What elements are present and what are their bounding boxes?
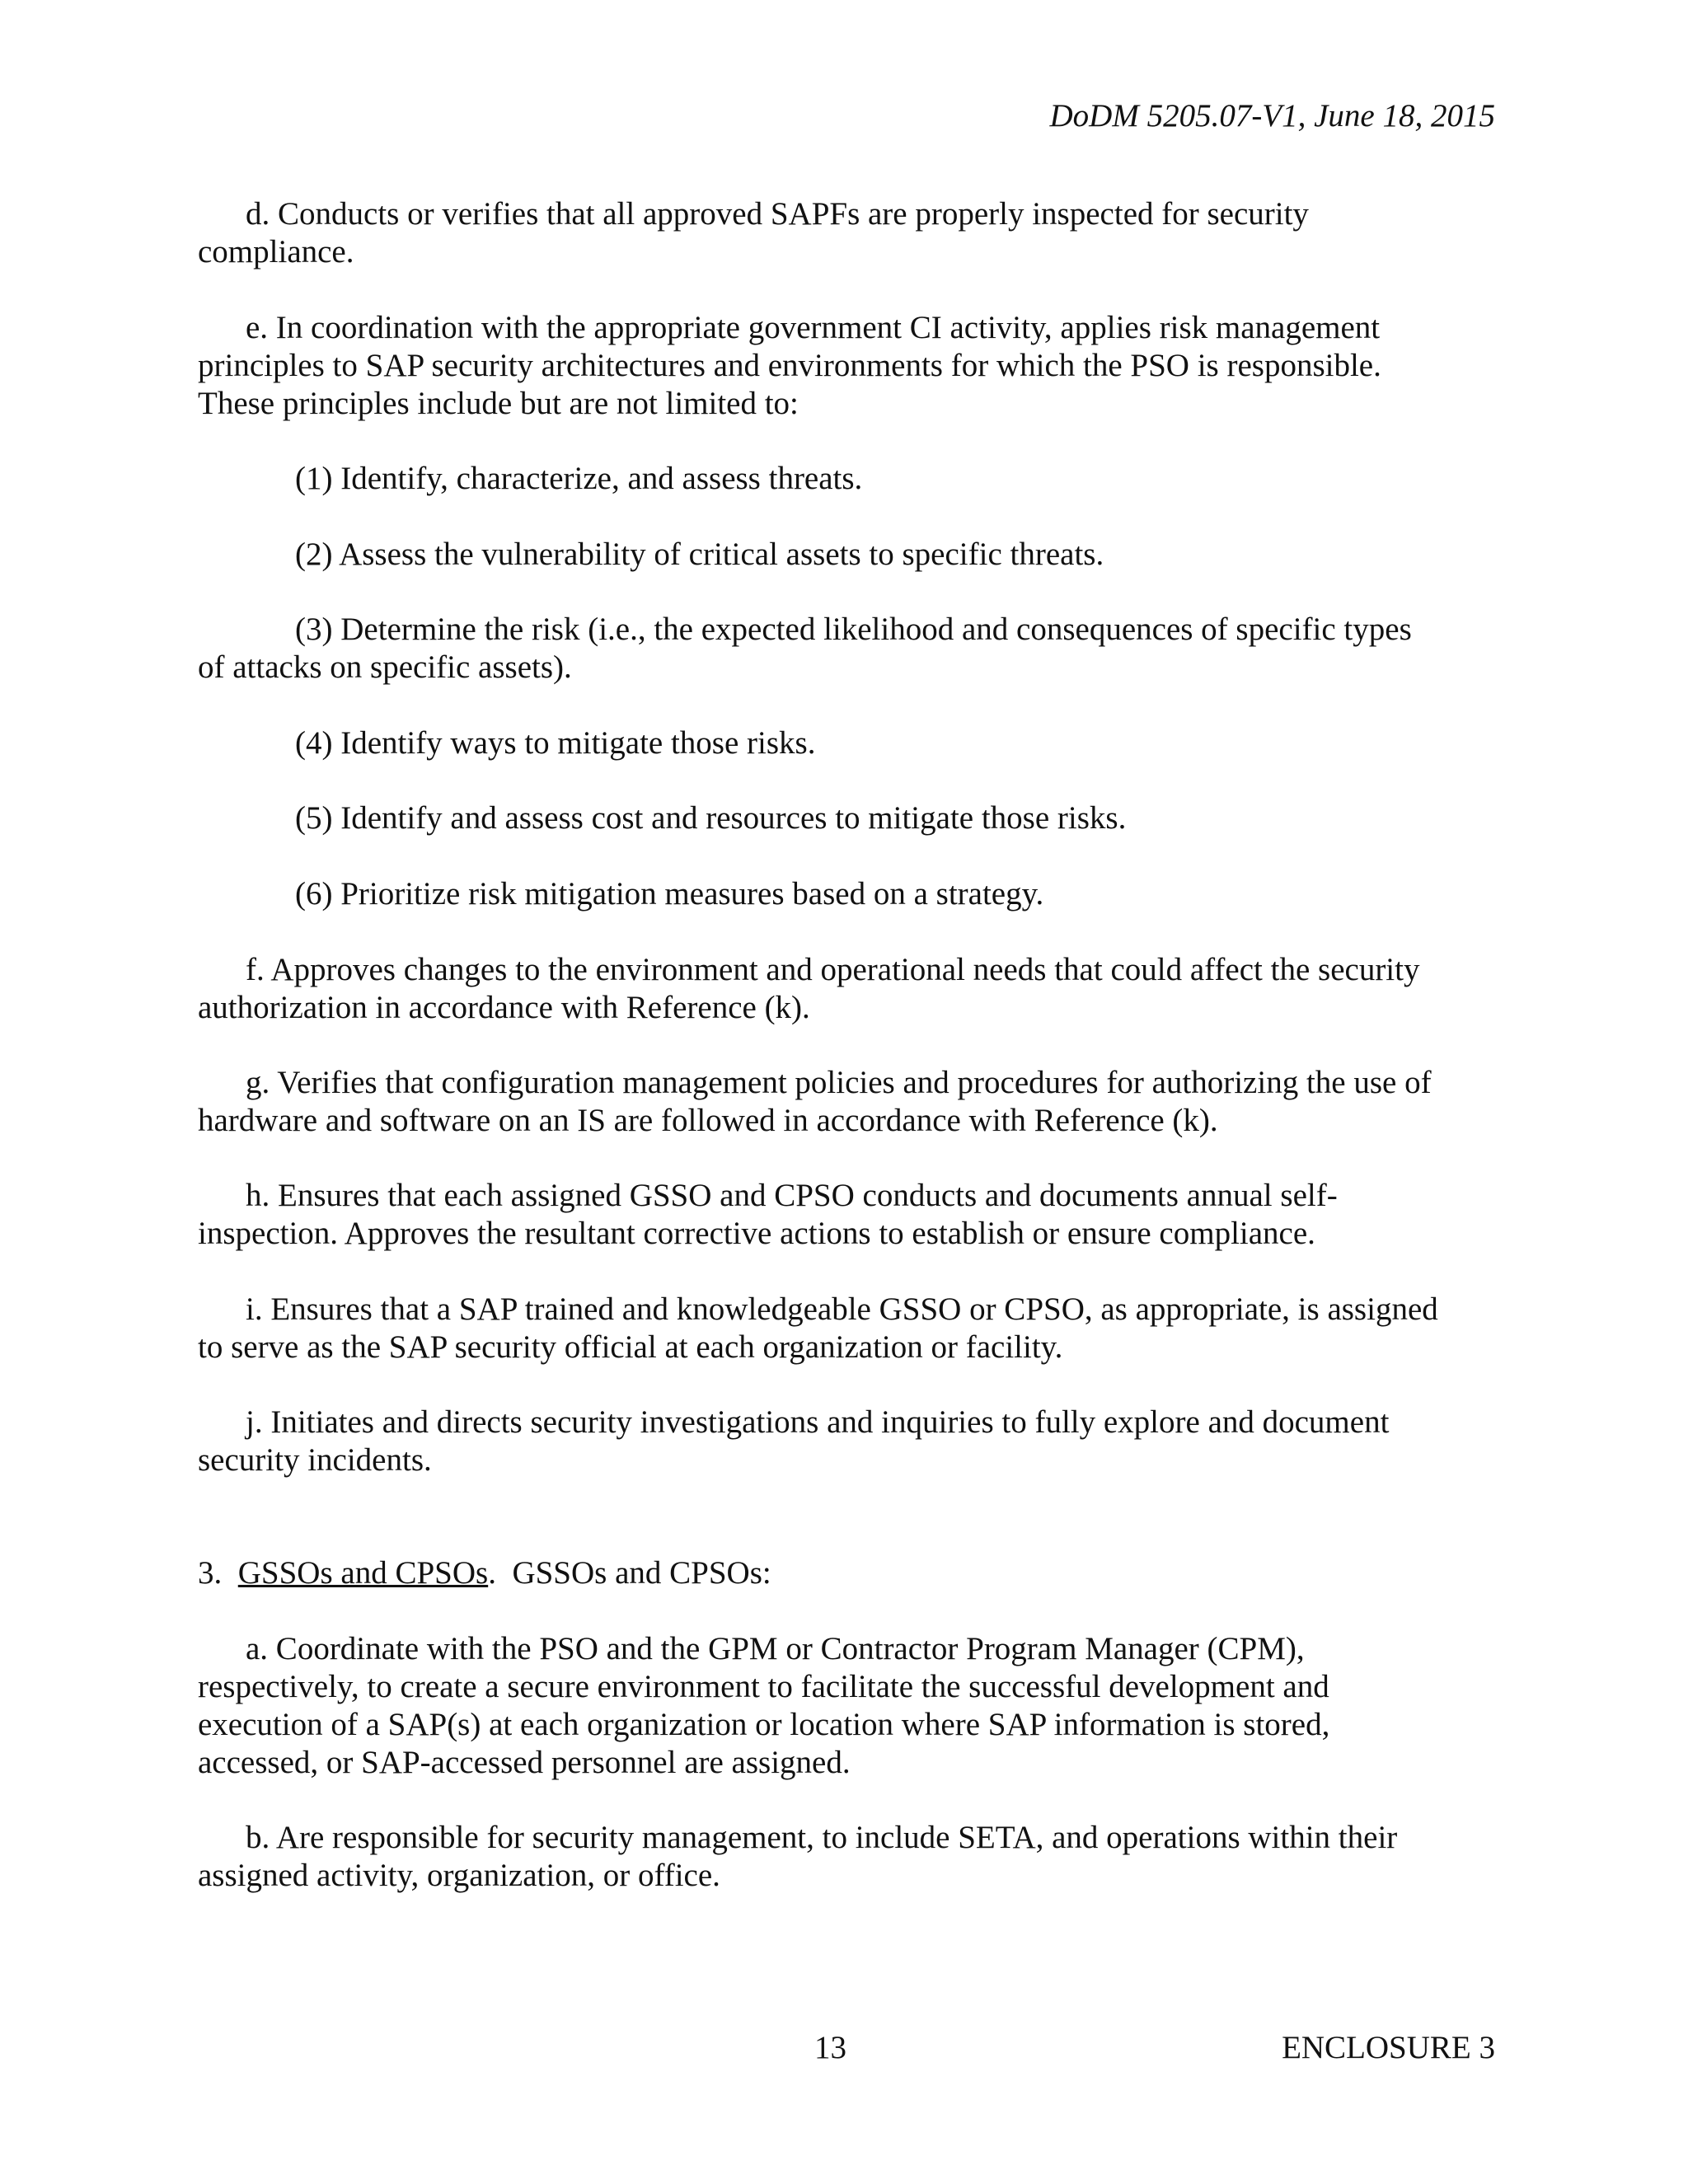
- paragraph-line: i. Ensures that a SAP trained and knowledgeable GSSO or CPSO, as appropriate, is assigned: [246, 1291, 1438, 1327]
- subparagraph-6: [198, 875, 1484, 913]
- subparagraph-2: [198, 536, 1484, 574]
- subparagraph-3: [198, 611, 1484, 687]
- paragraph-line: (5) Identify and assess cost and resources to mitigate those risks.: [295, 800, 1127, 836]
- section-heading-line: [198, 1554, 1484, 1592]
- paragraph-line: (3) Determine the risk (i.e., the expected likelihood and consequences of specific types: [295, 612, 1412, 647]
- paragraph-f: [198, 951, 1484, 1027]
- paragraph-line: (2) Assess the vulnerability of critical assets to specific threats.: [295, 537, 1104, 572]
- paragraph-line: authorization in accordance with Reference (k).: [198, 990, 810, 1025]
- paragraph-line: execution of a SAP(s) at each organization or location where SAP information is stored,: [198, 1707, 1330, 1742]
- paragraph-j: [198, 1404, 1484, 1479]
- paragraph-line: j. Initiates and directs security investigations and inquiries to fully explore and document: [246, 1404, 1390, 1440]
- paragraph-d: [198, 195, 1484, 271]
- paragraph-h: [198, 1177, 1484, 1253]
- subparagraph-4: [198, 724, 1484, 762]
- subparagraph-5: [198, 799, 1484, 837]
- paragraph-i: [198, 1291, 1484, 1366]
- paragraph-line: of attacks on specific assets).: [198, 649, 572, 685]
- paragraph-b: [198, 1819, 1484, 1895]
- paragraph-line: e. In coordination with the appropriate government CI activity, applies risk management: [246, 310, 1381, 345]
- paragraph-a: [198, 1630, 1484, 1782]
- paragraph-line: f. Approves changes to the environment and operational needs that could affect the security: [246, 952, 1420, 987]
- paragraph-line: respectively, to create a secure environment to facilitate the successful development and: [198, 1669, 1329, 1704]
- paragraph-line: (6) Prioritize risk mitigation measures based on a strategy.: [295, 876, 1044, 912]
- paragraph-line: h. Ensures that each assigned GSSO and CPSO conducts and documents annual self-: [246, 1178, 1338, 1213]
- section-title: GSSOs and CPSOs: [237, 1555, 489, 1591]
- subparagraph-1: [198, 460, 1484, 498]
- paragraph-line: d. Conducts or verifies that all approved SAPFs are properly inspected for security: [246, 196, 1309, 232]
- paragraph-line: security incidents.: [198, 1442, 432, 1478]
- section-3-heading: [198, 1554, 1484, 1592]
- paragraph-line: principles to SAP security architectures and environments for which the PSO is responsible.: [198, 348, 1381, 383]
- paragraph-line: g. Verifies that configuration management policies and procedures for authorizing the use of: [246, 1065, 1432, 1100]
- section-number: 3.: [198, 1555, 238, 1591]
- paragraph-line: assigned activity, organization, or office.: [198, 1858, 720, 1893]
- enclosure-label: ENCLOSURE 3: [1282, 2030, 1495, 2065]
- paragraph-line: a. Coordinate with the PSO and the GPM or Contractor Program Manager (CPM),: [246, 1631, 1305, 1666]
- document-header: DoDM 5205.07-V1, June 18, 2015: [1049, 98, 1495, 134]
- paragraph-line: b. Are responsible for security management, to include SETA, and operations within their: [246, 1820, 1398, 1855]
- paragraph-line: accessed, or SAP-accessed personnel are assigned.: [198, 1745, 851, 1780]
- paragraph-line: inspection. Approves the resultant corrective actions to establish or ensure compliance.: [198, 1216, 1315, 1251]
- paragraph-line: hardware and software on an IS are followed in accordance with Reference (k).: [198, 1103, 1218, 1138]
- paragraph-line: compliance.: [198, 234, 354, 269]
- paragraph-line: (1) Identify, characterize, and assess threats.: [295, 461, 863, 496]
- paragraph-e: [198, 309, 1484, 423]
- paragraph-line: to serve as the SAP security official at each organization or facility.: [198, 1329, 1063, 1365]
- paragraph-line: (4) Identify ways to mitigate those risks.: [295, 725, 816, 761]
- section-intro: . GSSOs and CPSOs:: [488, 1555, 771, 1591]
- paragraph-g: [198, 1064, 1484, 1140]
- paragraph-line: These principles include but are not limited to:: [198, 386, 799, 421]
- page-number: 13: [814, 2030, 846, 2065]
